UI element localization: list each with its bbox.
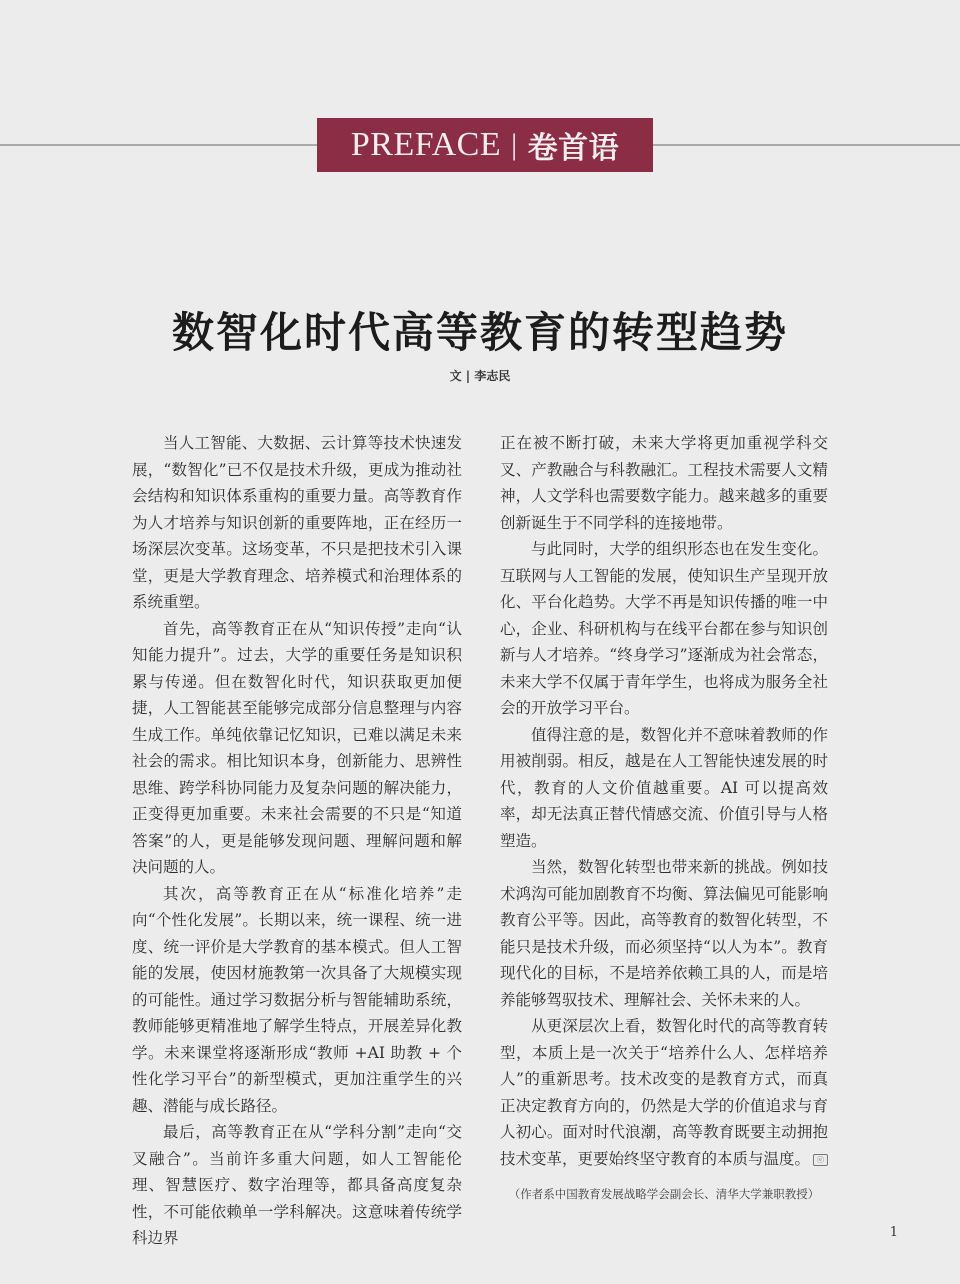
paragraph: 与此同时，大学的组织形态也在发生变化。互联网与人工智能的发展，使知识生产呈现开放化、平台化趋势。大学不再是知识传播的唯一中心，企业、科研机构与在线平台都在参与知识创新与人才培养。“终身学习”逐渐成为社会常态，未来大学不仅属于青年学生，也将成为服务全社会的开放学习平台。 [500,540,828,717]
banner-label-en: PREFACE [350,126,502,163]
author-note: （作者系中国教育发展战略学会副会长、清华大学兼职教授） [508,1187,820,1201]
right-column [500,430,828,1172]
paragraph: 当然，数智化转型也带来新的挑战。例如技术鸿沟可能加剧教育不均衡、算法偏见可能影响教育公平等。因此，高等教育的数智化转型，不能只是技术升级，而必须坚持“以人为本”。教育现代化的目标，不是培养依赖工具的人，而是培养能够驾驭技术、理解社会、关怀未来的人。 [500,858,828,1009]
paragraph-continued: 正在被不断打破，未来大学将更加重视学科交叉、产教融合与科教融汇。工程技术需要人文精神，人文学科也需要数字能力。越来越多的重要创新诞生于不同学科的连接地带。 [500,434,828,532]
paragraph: 首先，高等教育正在从“知识传授”走向“认知能力提升”。过去，大学的重要任务是知识积累与传递。但在数智化时代，知识获取更加便捷，人工智能甚至能够完成部分信息整理与内容生成工作。单纯依靠记忆知识，已难以满足未来社会的需求。相比知识本身，创新能力、思辨性思维、跨学科协同能力及复杂问题的解决能力，正变得更加重要。未来社会需要的不只是“知道答案”的人，更是能够发现问题、理解问题和解决问题的人。 [132,619,462,876]
left-column [132,430,462,1252]
paragraph-last [500,1013,828,1172]
paragraph-last-text: 从更深层次上看，数智化时代的高等教育转型，本质上是一次关于“培养什么人、怎样培养人”的重新思考。技术改变的是教育方式，而真正决定教育方向的，仍然是大学的价值追求与育人初心。面对时代浪潮，高等教育既要主动拥抱技术变革，更要始终坚守教育的本质与温度。 [500,1017,828,1168]
end-mark-icon: ⓔ [813,1154,828,1166]
preface-banner [317,118,653,172]
page-number: 1 [889,1225,898,1240]
article-byline: 文 | 李志民 [449,369,511,383]
paragraph: 其次，高等教育正在从“标准化培养”走向“个性化发展”。长期以来，统一课程、统一进度、统一评价是大学教育的基本模式。但人工智能的发展，使因材施教第一次具备了大规模实现的可能性。通过学习数据分析与智能辅助系统，教师能够更精准地了解学生特点，开展差异化教学。未来课堂将逐渐形成“教师 +AI 助教 + 个性化学习平台”的新型模式，更加注重学生的兴趣、潜能与成长路径。 [132,884,462,1115]
paragraph: 当人工智能、大数据、云计算等技术快速发展，“数智化”已不仅是技术升级，更成为推动社会结构和知识体系重构的重要力量。高等教育作为人才培养与知识创新的重要阵地，正在经历一场深层次变革。这场变革，不只是把技术引入课堂，更是大学教育理念、培养模式和治理体系的系统重塑。 [132,434,462,611]
paragraph: 最后，高等教育正在从“学科分割”走向“交叉融合”。当前许多重大问题，如人工智能伦理、智慧医疗、数字治理等，都具备高度复杂性，不可能依赖单一学科解决。这意味着传统学科边界 [132,1123,462,1247]
article-title: 数智化时代高等教育的转型趋势 [171,308,788,357]
banner-separator: | [511,128,518,161]
paragraph: 值得注意的是，数智化并不意味着教师的作用被削弱。相反，越是在人工智能快速发展的时代，教育的人文价值越重要。AI 可以提高效率，却无法真正替代情感交流、价值引导与人格塑造。 [500,725,828,850]
banner-label-zh: 卷首语 [527,132,620,165]
